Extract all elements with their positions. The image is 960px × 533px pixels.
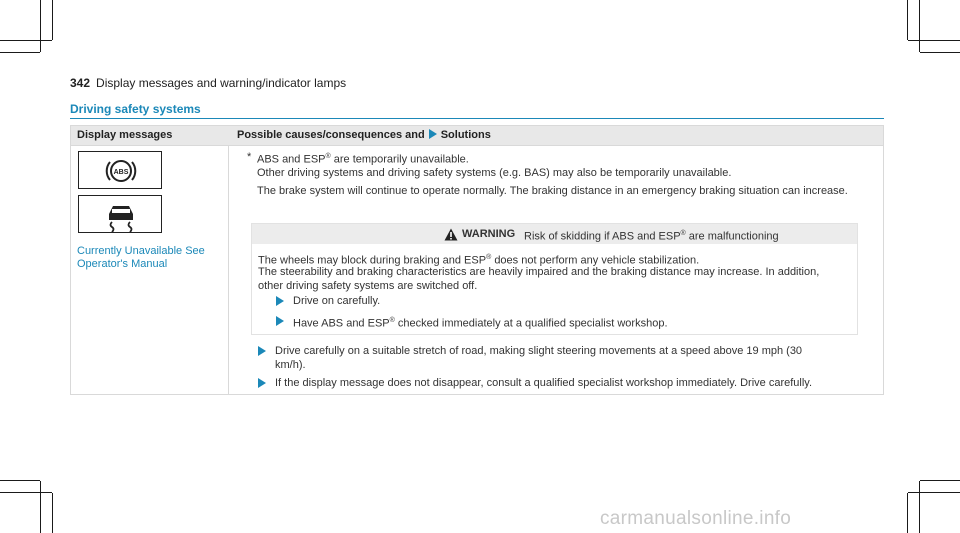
icon-caption: Currently Unavailable See Operator's Manual [77,245,205,270]
crop-mark [52,493,53,533]
svg-text:ABS: ABS [113,169,129,176]
line1-b: are temporarily unavailable. [333,153,469,166]
solution-arrow-icon [258,378,266,388]
solution-drive-carefully: Drive carefully on a suitable stretch of road, making slight steering movements at a speed above 19 mph (30 km/h). [275,345,803,371]
step-drive-carefully: Drive on carefully. [293,295,381,307]
warning-title [524,227,779,244]
crop-mark [0,480,40,481]
section-rule [70,118,884,119]
body1-a: The wheels may block during braking and ESP [258,254,487,267]
messages-table [70,125,884,395]
star-note: * [247,151,252,163]
col2-prefix: Possible causes/consequences and [237,129,425,141]
section-title: Driving safety systems [70,102,201,116]
reg-mark: ® [389,317,395,324]
table-header [71,126,883,146]
crop-mark [908,40,960,41]
body1-b: does not perform any vehicle stabilization. [494,254,700,267]
step2-b: checked immediately at a qualified specialist workshop. [397,317,668,330]
step-have-checked [293,314,843,331]
running-title: Display messages and warning/indicator lamps [96,76,347,90]
steerability-text: The steerability and braking characteristics are heavily impaired and the braking distance may increase. In addition, other driving safety systems are switched off. [258,266,820,292]
esp-skid-icon [78,195,162,233]
crop-mark [919,0,920,52]
unavailable-line [257,150,857,167]
solution-arrow-icon [258,346,266,356]
crop-mark [0,52,40,53]
line1-a: ABS and ESP [257,153,326,166]
reg-mark: ® [325,153,331,160]
solution-consult-workshop: If the display message does not disappear, consult a qualified specialist workshop immediately. Drive carefully. [275,377,813,389]
page-header [70,76,346,90]
step-arrow-icon [276,316,284,326]
column-divider [228,145,229,394]
reg-mark: ® [680,230,686,237]
crop-mark [907,493,908,533]
crop-mark [0,40,52,41]
crop-mark [52,0,53,40]
reg-mark: ® [486,254,492,261]
col-display-messages: Display messages [77,129,173,141]
crop-mark [908,492,960,493]
crop-mark [920,52,960,53]
warning-box [251,223,858,335]
warning-text-b: are malfunctioning [688,230,779,243]
crop-mark [907,0,908,40]
step2-a: Have ABS and ESP [293,317,390,330]
crop-mark [919,481,920,533]
warning-header [252,224,857,244]
step-arrow-icon [276,296,284,306]
brake-system-text: The brake system will continue to operate normally. The braking distance in an emergency braking situation can increase. [257,185,848,197]
crop-mark [0,492,52,493]
warning-triangle-icon [444,228,458,241]
crop-mark [920,480,960,481]
watermark-text: carmanualsonline.info [600,508,792,529]
crop-mark [40,481,41,533]
other-systems-text: Other driving systems and driving safety systems (e.g. BAS) may also be temporarily unavailable. [257,167,732,179]
col-causes-solutions [237,129,491,141]
warning-label: WARNING [462,228,516,240]
col2-suffix: Solutions [440,129,491,141]
abs-icon [78,151,162,189]
crop-mark [40,0,41,52]
page-number: 342 [70,76,91,90]
warning-text-a: Risk of skidding if ABS and ESP [524,230,681,243]
arrow-icon [429,129,437,139]
